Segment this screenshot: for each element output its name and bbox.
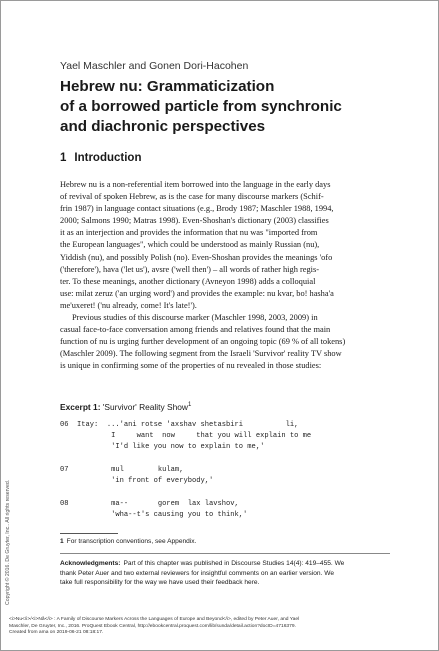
citation-line: Created from ama on 2019-06-21 08:18:17. (9, 630, 104, 636)
body-line: ('therefore'), hava ('let us'), avsre ('well then') – all words of rather high regis- (60, 264, 320, 274)
transcript-line: 07 mul kulam, (60, 466, 184, 474)
transcript-spacer (60, 453, 311, 465)
chapter-title-line: of a borrowed particle from synchronic (60, 98, 342, 115)
section-title: Introduction (74, 152, 142, 164)
transcript-line: 06 Itay: ...'ani rotse 'axshav shetasbiri li, (60, 421, 299, 429)
body-line: 2000; Salmons 1990; Matras 1998). Even-Shoshan's dictionary (2003) classifies (60, 216, 329, 226)
body-line: (Maschler 2009). The following segment from the Israeli 'Survivor' reality TV show (60, 349, 342, 359)
body-line: me'uxeret! ('nu already, come! It's late!'). (60, 300, 197, 310)
acknowledgments-label: Acknowledgments: (60, 560, 121, 567)
acknowledgments-line: take full responsibility for the way we have used their feedback here. (60, 579, 260, 587)
footnote-rule (60, 533, 118, 534)
body-paragraphs (60, 179, 393, 373)
footnote-text: For transcription conventions, see Appendix. (66, 538, 197, 545)
body-line: Yiddish (nu), and possibly Polish (no). Even-Shoshan provides the meanings 'ofo (60, 252, 333, 262)
transcript-spacer (60, 487, 311, 499)
transcript-translation: 'I'd like you now to explain to me,' (60, 443, 265, 451)
body-line: Hebrew nu is a non-referential item borrowed into the language in the early days (60, 180, 331, 189)
citation-line: Maschler, De Gruyter, Inc., 2016. ProQuest Ebook Central, http://ebookcentral.proquest.com/lib/sunda/detail.action?docID=4716379. (9, 623, 296, 629)
chapter-title-line: and diachronic perspectives (60, 118, 266, 135)
excerpt-heading (60, 402, 191, 412)
body-line: function of nu is urging further development of an ongoing topic (69 % of all tokens) (60, 337, 346, 347)
copyright-notice (0, 0, 11, 605)
transcript-line: 08 ma-- gorem lax lavshov, (60, 500, 239, 508)
excerpt-label: Excerpt 1: (60, 402, 101, 412)
acknowledgments-text: Part of this chapter was published in Discourse Studies 14(4): 419–455. We (123, 560, 345, 567)
body-line: it as an interjection and provides the information that nu was "imported from (60, 228, 318, 238)
excerpt-note-mark: 1 (187, 402, 192, 409)
acknowledgments-line: thank Peter Auer and two external reviewers for insightful comments on an earlier version. We (60, 569, 335, 577)
chapter-title-line: Hebrew nu: Grammaticization (60, 78, 275, 95)
acknowledgments-line (60, 559, 390, 569)
acknowledgments-rule (60, 553, 390, 554)
body-line: ter. To these meanings, another dictionary (Avneyon 1998) adds a colloquial (60, 276, 316, 286)
body-line: use: milat zeruz ('an urging word') and provides the example: nu kvar, bo! hasha'a (60, 288, 334, 298)
footnote-number: 1 (60, 538, 64, 545)
body-line: Previous studies of this discourse marker (Maschler 1998, 2003, 2009) in (72, 313, 318, 323)
excerpt-title: 'Survivor' Reality Show (102, 402, 188, 412)
section-number: 1 (60, 152, 67, 164)
body-line: the European languages", which could be understood as mainly Russian (nu), (60, 240, 320, 250)
transcript-translation: 'wha--t's causing you to think,' (60, 511, 248, 519)
transcript-gloss: I want now that you will explain to me (60, 432, 312, 440)
section-heading (60, 152, 141, 164)
footnote (60, 538, 196, 545)
citation-line: <i>Nu</i>/<i>Nå</i> : A Family of Discourse Markers Across the Languages of Europe and Beyond</i>, edited by Peter Auer, and Yael (9, 617, 300, 622)
transcript-translation: 'in front of everybody,' (60, 477, 214, 485)
acknowledgments (60, 559, 390, 588)
citation-footer (9, 617, 429, 637)
body-line: casual face-to-face conversation among friends and relatives found that the main (60, 325, 331, 335)
chapter-authors: Yael Maschler and Gonen Dori-Hacohen (60, 60, 249, 72)
body-line: of revival of spoken Hebrew, as is the case for many discourse markers (Schif- (60, 192, 324, 202)
chapter-title (60, 77, 400, 137)
body-line: is unique in confirming some of the properties of nu revealed in those studies: (60, 361, 322, 371)
copyright-text: Copyright © 2016. De Gruyter, Inc.. All rights reserved. (5, 479, 11, 605)
transcript-excerpt (60, 420, 311, 521)
body-line: frin 1987) in language contact situations (e.g., Brody 1987; Maschler 1988, 1994, (60, 204, 334, 214)
